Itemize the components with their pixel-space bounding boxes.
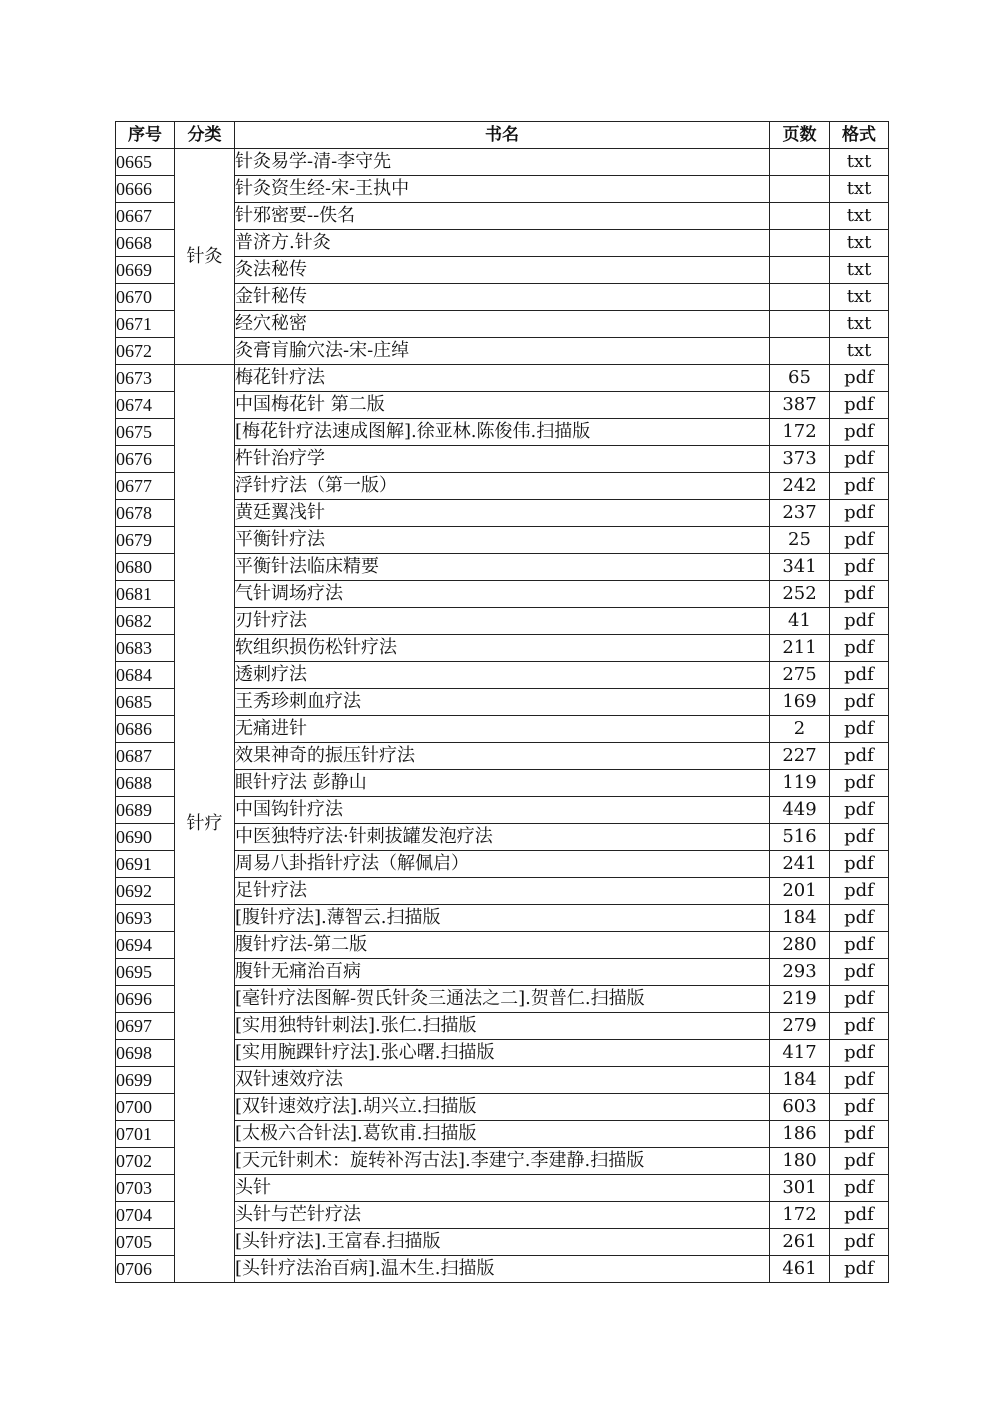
row-format: pdf [830,581,889,608]
row-title: 王秀珍刺血疗法 [235,689,770,716]
row-format: pdf [830,608,889,635]
row-format: pdf [830,932,889,959]
row-title: 针灸易学-清-李守先 [235,149,770,176]
row-title: [双针速效疗法].胡兴立.扫描版 [235,1094,770,1121]
row-title: 杵针治疗学 [235,446,770,473]
row-pages: 219 [770,986,830,1013]
row-title: 浮针疗法（第一版） [235,473,770,500]
row-seq: 0678 [116,500,175,527]
row-format: pdf [830,959,889,986]
row-title: 气针调场疗法 [235,581,770,608]
row-format: txt [830,284,889,311]
row-format: txt [830,257,889,284]
row-pages: 275 [770,662,830,689]
row-format: pdf [830,905,889,932]
row-pages: 180 [770,1148,830,1175]
row-format: pdf [830,419,889,446]
row-title: 透刺疗法 [235,662,770,689]
row-title: 针邪密要--佚名 [235,203,770,230]
row-seq: 0701 [116,1121,175,1148]
row-pages: 201 [770,878,830,905]
row-format: pdf [830,635,889,662]
header-category: 分类 [175,122,235,149]
row-title: 平衡针疗法 [235,527,770,554]
row-seq: 0700 [116,1094,175,1121]
row-seq: 0699 [116,1067,175,1094]
row-format: txt [830,149,889,176]
row-seq: 0667 [116,203,175,230]
header-format: 格式 [830,122,889,149]
table-row [116,365,889,392]
row-seq: 0696 [116,986,175,1013]
row-pages [770,203,830,230]
header-seq: 序号 [116,122,175,149]
row-pages: 387 [770,392,830,419]
row-seq: 0671 [116,311,175,338]
row-pages: 461 [770,1256,830,1283]
row-pages: 25 [770,527,830,554]
row-pages: 2 [770,716,830,743]
category-cell: 针疗 [175,365,235,1283]
row-title: 金针秘传 [235,284,770,311]
row-format: pdf [830,1175,889,1202]
row-seq: 0681 [116,581,175,608]
row-title: 黄廷翼浅针 [235,500,770,527]
row-title: [毫针疗法图解-贺氏针灸三通法之二].贺普仁.扫描版 [235,986,770,1013]
row-format: pdf [830,1013,889,1040]
row-title: 灸膏肓腧穴法-宋-庄绰 [235,338,770,365]
row-format: pdf [830,770,889,797]
row-title: 平衡针法临床精要 [235,554,770,581]
row-format: txt [830,230,889,257]
row-format: pdf [830,527,889,554]
row-pages: 186 [770,1121,830,1148]
row-pages: 242 [770,473,830,500]
table-row [116,149,889,176]
row-pages: 211 [770,635,830,662]
row-title: [实用腕踝针疗法].张心曙.扫描版 [235,1040,770,1067]
row-seq: 0695 [116,959,175,986]
row-format: pdf [830,392,889,419]
row-pages: 119 [770,770,830,797]
row-title: [腹针疗法].薄智云.扫描版 [235,905,770,932]
row-format: pdf [830,878,889,905]
row-format: pdf [830,1148,889,1175]
row-pages: 241 [770,851,830,878]
row-pages: 172 [770,1202,830,1229]
row-format: pdf [830,1067,889,1094]
row-format: pdf [830,446,889,473]
row-format: pdf [830,1040,889,1067]
row-title: 普济方.针灸 [235,230,770,257]
row-title: 中国钩针疗法 [235,797,770,824]
row-seq: 0672 [116,338,175,365]
row-title: 梅花针疗法 [235,365,770,392]
row-format: pdf [830,986,889,1013]
row-seq: 0683 [116,635,175,662]
row-seq: 0702 [116,1148,175,1175]
document-page [115,121,888,1283]
row-title: 刃针疗法 [235,608,770,635]
header-title: 书名 [235,122,770,149]
row-seq: 0665 [116,149,175,176]
row-seq: 0679 [116,527,175,554]
row-seq: 0675 [116,419,175,446]
row-pages: 449 [770,797,830,824]
row-pages: 301 [770,1175,830,1202]
row-seq: 0677 [116,473,175,500]
row-seq: 0703 [116,1175,175,1202]
row-format: txt [830,338,889,365]
row-title: 腹针无痛治百病 [235,959,770,986]
row-pages: 603 [770,1094,830,1121]
row-pages: 65 [770,365,830,392]
row-pages: 261 [770,1229,830,1256]
row-title: [梅花针疗法速成图解].徐亚林.陈俊伟.扫描版 [235,419,770,446]
row-pages: 293 [770,959,830,986]
row-pages [770,176,830,203]
row-format: txt [830,311,889,338]
header-pages: 页数 [770,122,830,149]
row-title: [头针疗法].王富春.扫描版 [235,1229,770,1256]
row-title: 腹针疗法-第二版 [235,932,770,959]
row-format: pdf [830,797,889,824]
row-title: [实用独特针刺法].张仁.扫描版 [235,1013,770,1040]
row-pages: 184 [770,1067,830,1094]
row-seq: 0674 [116,392,175,419]
row-title: 中国梅花针 第二版 [235,392,770,419]
row-pages: 237 [770,500,830,527]
row-pages: 516 [770,824,830,851]
row-format: pdf [830,851,889,878]
row-seq: 0697 [116,1013,175,1040]
row-pages [770,149,830,176]
row-format: txt [830,176,889,203]
row-title: 眼针疗法 彭静山 [235,770,770,797]
row-pages: 341 [770,554,830,581]
row-title: 周易八卦指针疗法（解佩启） [235,851,770,878]
row-format: pdf [830,1229,889,1256]
row-seq: 0698 [116,1040,175,1067]
row-format: pdf [830,824,889,851]
row-title: 头针 [235,1175,770,1202]
row-format: pdf [830,716,889,743]
row-seq: 0689 [116,797,175,824]
row-pages: 172 [770,419,830,446]
row-title: [天元针刺术：旋转补泻古法].李建宁.李建静.扫描版 [235,1148,770,1175]
row-pages: 184 [770,905,830,932]
row-format: pdf [830,1121,889,1148]
row-pages [770,257,830,284]
category-cell: 针灸 [175,149,235,365]
row-pages: 373 [770,446,830,473]
book-catalog-table [115,121,889,1283]
row-format: pdf [830,1094,889,1121]
row-seq: 0690 [116,824,175,851]
row-seq: 0686 [116,716,175,743]
row-pages: 417 [770,1040,830,1067]
row-title: 针灸资生经-宋-王执中 [235,176,770,203]
row-format: pdf [830,554,889,581]
row-pages: 279 [770,1013,830,1040]
row-format: txt [830,203,889,230]
row-title: 中医独特疗法·针刺拔罐发泡疗法 [235,824,770,851]
row-seq: 0669 [116,257,175,284]
row-pages: 169 [770,689,830,716]
row-seq: 0676 [116,446,175,473]
row-title: 双针速效疗法 [235,1067,770,1094]
row-title: 效果神奇的振压针疗法 [235,743,770,770]
row-seq: 0693 [116,905,175,932]
row-title: 软组织损伤松针疗法 [235,635,770,662]
row-seq: 0680 [116,554,175,581]
row-title: 无痛进针 [235,716,770,743]
row-seq: 0668 [116,230,175,257]
row-seq: 0704 [116,1202,175,1229]
row-title: 足针疗法 [235,878,770,905]
row-seq: 0687 [116,743,175,770]
row-title: 灸法秘传 [235,257,770,284]
row-seq: 0670 [116,284,175,311]
row-format: pdf [830,689,889,716]
row-seq: 0705 [116,1229,175,1256]
row-seq: 0692 [116,878,175,905]
row-pages [770,338,830,365]
row-seq: 0682 [116,608,175,635]
row-seq: 0694 [116,932,175,959]
row-pages: 41 [770,608,830,635]
row-pages [770,230,830,257]
row-pages: 280 [770,932,830,959]
row-format: pdf [830,365,889,392]
row-seq: 0685 [116,689,175,716]
row-pages: 227 [770,743,830,770]
row-format: pdf [830,1256,889,1283]
row-seq: 0691 [116,851,175,878]
row-format: pdf [830,1202,889,1229]
row-pages [770,284,830,311]
table-body [116,149,889,1283]
table-header-row [116,122,889,149]
row-title: 经穴秘密 [235,311,770,338]
row-seq: 0684 [116,662,175,689]
row-seq: 0673 [116,365,175,392]
row-title: 头针与芒针疗法 [235,1202,770,1229]
row-format: pdf [830,473,889,500]
row-format: pdf [830,662,889,689]
row-format: pdf [830,743,889,770]
row-pages: 252 [770,581,830,608]
row-format: pdf [830,500,889,527]
row-title: [头针疗法治百病].温木生.扫描版 [235,1256,770,1283]
row-seq: 0688 [116,770,175,797]
row-seq: 0666 [116,176,175,203]
row-title: [太极六合针法].葛钦甫.扫描版 [235,1121,770,1148]
row-seq: 0706 [116,1256,175,1283]
row-pages [770,311,830,338]
